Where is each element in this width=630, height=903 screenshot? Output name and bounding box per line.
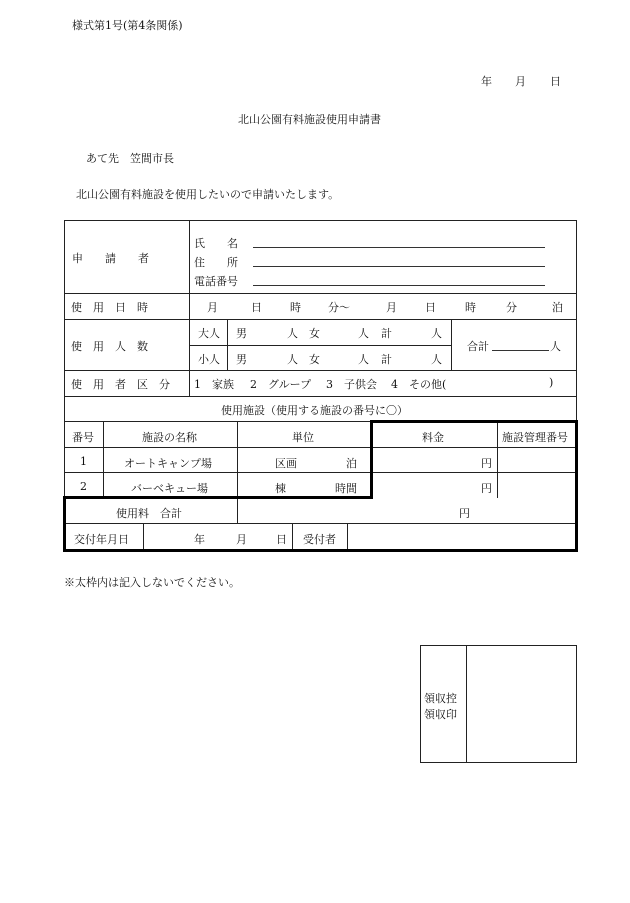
adult-female-unit: 人 — [358, 327, 369, 340]
row-yen: 円 — [481, 482, 492, 495]
dt-month-2: 月 — [386, 301, 397, 314]
category-family[interactable]: 1 家族 — [194, 378, 234, 391]
adult-total: 計 — [381, 327, 392, 340]
child-female: 女 — [309, 353, 320, 366]
category-label: 使 用 者 区 分 — [71, 378, 170, 391]
receipt-stamp-label: 領収印 — [424, 708, 457, 721]
dt-min-1: 分〜 — [328, 301, 350, 314]
row-number: 1 — [80, 455, 87, 468]
adult-female: 女 — [309, 327, 320, 340]
name-field[interactable] — [253, 247, 545, 248]
child-female-unit: 人 — [358, 353, 369, 366]
date-month: 月 — [515, 75, 526, 88]
total-fee-label: 使用料 合計 — [116, 507, 182, 520]
issue-date-label: 交付年月日 — [74, 533, 129, 546]
category-kids[interactable]: 3 子供会 — [326, 378, 377, 391]
people-total-label: 合計 — [467, 340, 489, 353]
dt-month-1: 月 — [207, 301, 218, 314]
adult-total-unit: 人 — [431, 327, 442, 340]
col-management-no: 施設管理番号 — [502, 431, 568, 444]
category-group[interactable]: 2 グループ — [250, 378, 312, 391]
row-unit-a: 棟 — [275, 482, 286, 495]
issue-day: 日 — [276, 533, 287, 546]
form-number: 様式第1号(第4条関係) — [72, 19, 183, 32]
date-year: 年 — [481, 75, 492, 88]
people-total-field[interactable] — [492, 350, 549, 351]
dt-day-1: 日 — [251, 301, 262, 314]
col-unit: 単位 — [292, 431, 314, 444]
row-facility-name: バーベキュー場 — [131, 482, 208, 495]
issue-year: 年 — [194, 533, 205, 546]
category-other-close: ) — [549, 376, 554, 389]
phone-label: 電話番号 — [194, 275, 238, 288]
col-number: 番号 — [72, 431, 94, 444]
row-yen: 円 — [481, 457, 492, 470]
receipt-copy-label: 領収控 — [424, 692, 457, 705]
document-title: 北山公園有料施設使用申請書 — [238, 113, 381, 126]
address-label: 住 所 — [194, 256, 238, 269]
facility-header: 使用施設（使用する施設の番号に〇） — [221, 404, 408, 417]
dt-day-2: 日 — [425, 301, 436, 314]
note-text: ※太枠内は記入しないでください。 — [64, 576, 240, 589]
datetime-label: 使 用 日 時 — [71, 301, 148, 314]
category-other[interactable]: 4 その他( — [391, 378, 447, 391]
child-male-unit: 人 — [287, 353, 298, 366]
adult-male: 男 — [236, 327, 247, 340]
people-label: 使 用 人 数 — [71, 340, 148, 353]
row-number: 2 — [80, 480, 87, 493]
dt-nights: 泊 — [552, 301, 563, 314]
people-total-unit: 人 — [550, 340, 561, 353]
addressee: あて先 笠間市長 — [86, 152, 174, 165]
date-day: 日 — [550, 75, 561, 88]
receiver-label: 受付者 — [303, 533, 336, 546]
row-unit-b: 時間 — [335, 482, 357, 495]
row-unit-a: 区画 — [275, 457, 297, 470]
receipt-stamp-area[interactable] — [468, 647, 575, 761]
dt-hour-2: 時 — [465, 301, 476, 314]
child-total-unit: 人 — [431, 353, 442, 366]
address-field[interactable] — [253, 266, 545, 267]
intro-text: 北山公園有料施設を使用したいので申請いたします。 — [76, 188, 340, 201]
child-label: 小人 — [198, 353, 220, 366]
adult-label: 大人 — [198, 327, 220, 340]
child-total: 計 — [381, 353, 392, 366]
dt-min-2: 分 — [506, 301, 517, 314]
row-unit-b: 泊 — [346, 457, 357, 470]
applicant-label: 申 請 者 — [72, 252, 149, 265]
col-facility-name: 施設の名称 — [142, 431, 197, 444]
row-facility-name: オートキャンプ場 — [124, 457, 212, 470]
dt-hour-1: 時 — [290, 301, 301, 314]
name-label: 氏 名 — [194, 237, 238, 250]
issue-month: 月 — [236, 533, 247, 546]
total-fee-yen[interactable]: 円 — [459, 507, 470, 520]
adult-male-unit: 人 — [287, 327, 298, 340]
phone-field[interactable] — [253, 285, 545, 286]
child-male: 男 — [236, 353, 247, 366]
col-fee: 料金 — [422, 431, 444, 444]
